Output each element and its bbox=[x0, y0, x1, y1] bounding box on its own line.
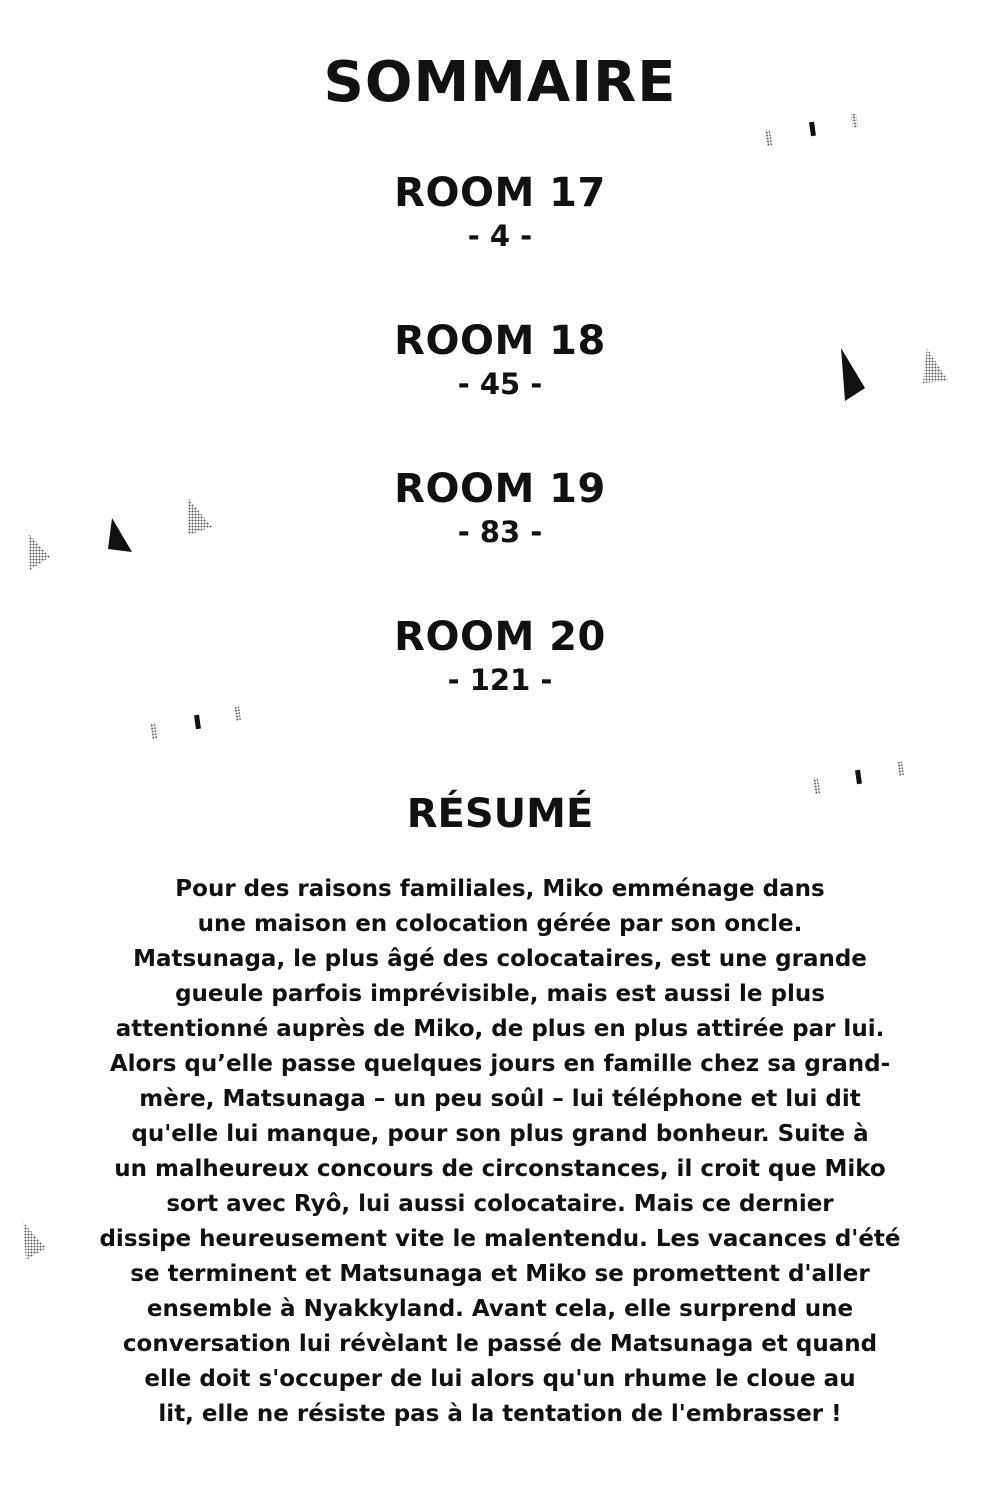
toc-room-title: ROOM 19 bbox=[394, 466, 606, 512]
resume-text bbox=[80, 872, 920, 1432]
resume-line: Pour des raisons familiales, Miko emménage dans bbox=[175, 876, 825, 902]
resume-line: Matsunaga, le plus âgé des colocataires, est une grande bbox=[133, 946, 867, 972]
toc-page-number: - 121 - bbox=[447, 663, 553, 697]
tick-marks-decoration bbox=[760, 110, 870, 150]
resume-line: sort avec Ryô, lui aussi colocataire. Mais ce dernier bbox=[166, 1191, 834, 1217]
toc-page-number: - 4 - bbox=[467, 219, 533, 253]
toc-entry bbox=[0, 168, 1000, 316]
triangle-decoration bbox=[20, 495, 220, 575]
resume-line: dissipe heureusement vite le malentendu. Les vacances d'été bbox=[99, 1226, 901, 1252]
resume-line: ensemble à Nyakkyland. Avant cela, elle surprend une bbox=[146, 1296, 854, 1322]
table-of-contents bbox=[0, 168, 1000, 760]
resume-line: lit, elle ne résiste pas à la tentation de l'embrasser ! bbox=[158, 1401, 842, 1427]
resume-line: Alors qu’elle passe quelques jours en famille chez sa grand- bbox=[109, 1051, 891, 1077]
resume-line: conversation lui révèlant le passé de Matsunaga et quand bbox=[122, 1331, 878, 1357]
resume-line: une maison en colocation gérée par son oncle. bbox=[197, 911, 803, 937]
page-title: SOMMAIRE bbox=[323, 50, 677, 115]
toc-page-number: - 45 - bbox=[457, 367, 543, 401]
toc-room-title: ROOM 17 bbox=[394, 170, 606, 216]
resume-line: qu'elle lui manque, pour son plus grand bonheur. Suite à bbox=[131, 1121, 869, 1147]
toc-room-title: ROOM 18 bbox=[394, 318, 606, 364]
toc-room-title: ROOM 20 bbox=[394, 614, 606, 660]
toc-page-number: - 83 - bbox=[457, 515, 543, 549]
resume-line: un malheureux concours de circonstances, il croit que Miko bbox=[114, 1156, 886, 1182]
tick-marks-decoration bbox=[145, 703, 255, 743]
resume-title: RÉSUMÉ bbox=[406, 791, 594, 837]
resume-line: se terminent et Matsunaga et Miko se promettent d'aller bbox=[130, 1261, 870, 1287]
resume-line: mère, Matsunaga – un peu soûl – lui téléphone et lui dit bbox=[139, 1086, 861, 1112]
resume-line: gueule parfois imprévisible, mais est aussi le plus bbox=[175, 981, 825, 1007]
resume-line: elle doit s'occuper de lui alors qu'un rhume le cloue au bbox=[144, 1366, 856, 1392]
resume-line: attentionné auprès de Miko, de plus en plus attirée par lui. bbox=[115, 1016, 885, 1042]
triangle-decoration bbox=[835, 345, 965, 410]
triangle-decoration bbox=[18, 1218, 58, 1263]
tick-marks-decoration bbox=[808, 758, 918, 798]
